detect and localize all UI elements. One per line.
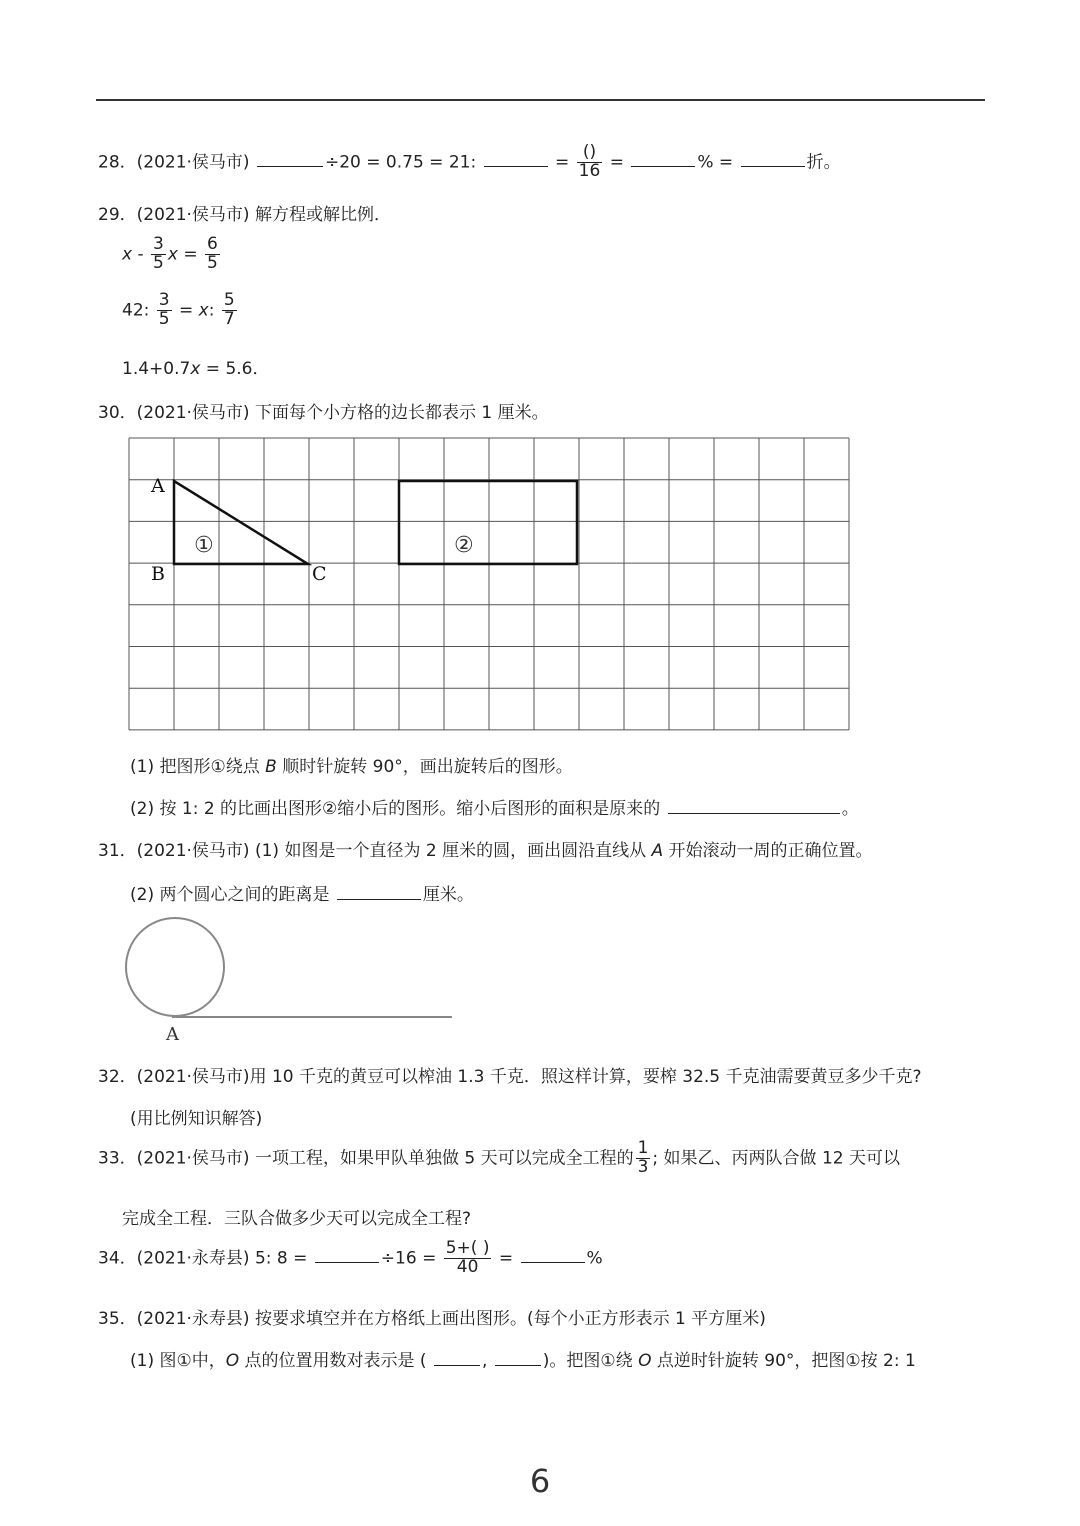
equation-1: x - $\frac{3}{5}$ x = $\frac{6}{5}$ xyxy=(122,234,218,273)
circle-figure xyxy=(120,916,460,1046)
point-a-label: A xyxy=(166,1024,179,1045)
page-number: 6 xyxy=(529,1462,551,1500)
figure-2-mark: ② xyxy=(454,533,474,558)
vertex-a-label: A xyxy=(151,475,165,497)
question-32-line-1: 32．(2021·侯马市)用 10 千克的黄豆可以榨油 1.3 千克．照这样计算，要榨 32.5 千克油需要黄豆多少千克? xyxy=(98,1067,922,1087)
grid-figure xyxy=(0,0,1080,760)
question-32-line-2: (用比例知识解答) xyxy=(130,1109,263,1129)
question-33-line-1: 33．(2021·侯马市) 一项工程，如果甲队单独做 5 天可以完成全工程的 $\frac{1}{3}$ ; 如果乙、丙两队合做 12 天可以 xyxy=(98,1138,900,1177)
question-28: 28．(2021·侯马市) ÷20 = 0.75 = 21: = $\frac{()}{16}$ = % = 折。 xyxy=(98,142,841,181)
figure-1-mark: ① xyxy=(194,533,214,558)
answer-blank[interactable] xyxy=(434,1348,480,1366)
fraction: $\frac{()}{16}$ xyxy=(578,142,601,181)
fraction: $\frac{1}{3}$ xyxy=(637,1138,649,1177)
circle xyxy=(126,918,224,1016)
answer-blank[interactable] xyxy=(668,796,840,814)
question-34: 34．(2021·永寿县) 5: 8 = ÷16 = $\frac{5+( )}{40}$ = % xyxy=(98,1238,603,1277)
question-30-label: 30．(2021·侯马市) 下面每个小方格的边长都表示 1 厘米。 xyxy=(98,403,549,423)
answer-blank[interactable] xyxy=(315,1245,379,1263)
question-label: 28．(2021·侯马市) xyxy=(98,152,250,173)
answer-blank[interactable] xyxy=(521,1245,585,1263)
fraction: $\frac{5+( )}{40}$ xyxy=(445,1238,490,1277)
question-30-part-2: (2) 按 1: 2 的比画出图形②缩小后的图形。缩小后图形的面积是原来的 。 xyxy=(130,794,859,819)
question-31-line-1: 31．(2021·侯马市) (1) 如图是一个直径为 2 厘米的圆，画出圆沿直线从 A 开始滚动一周的正确位置。 xyxy=(98,841,873,861)
question-29-label: 29．(2021·侯马市) 解方程或解比例． xyxy=(98,205,391,225)
equation-3: 1.4+0.7x = 5.6． xyxy=(122,359,270,379)
answer-blank[interactable] xyxy=(337,882,421,900)
vertex-b-label: B xyxy=(151,563,165,585)
rectangle-2 xyxy=(399,481,577,564)
question-35-label: 35．(2021·永寿县) 按要求填空并在方格纸上画出图形。(每个小正方形表示 1 平方厘米) xyxy=(98,1309,766,1329)
vertex-c-label: C xyxy=(312,563,327,585)
equation-2: 42: $\frac{3}{5}$ = x: $\frac{5}{7}$ xyxy=(122,290,235,329)
question-30-part-1: (1) 把图形①绕点 B 顺时针旋转 90°，画出旋转后的图形。 xyxy=(130,757,573,777)
question-35-part-1: (1) 图①中，O 点的位置用数对表示是 ( , )。把图①绕 O 点逆时针旋转 90°，把图①按 2: 1 xyxy=(130,1346,916,1371)
answer-blank[interactable] xyxy=(495,1348,541,1366)
question-33-line-2: 完成全工程．三队合做多少天可以完成全工程? xyxy=(122,1209,472,1229)
question-31-part-2: (2) 两个圆心之间的距离是 厘米。 xyxy=(130,880,474,905)
